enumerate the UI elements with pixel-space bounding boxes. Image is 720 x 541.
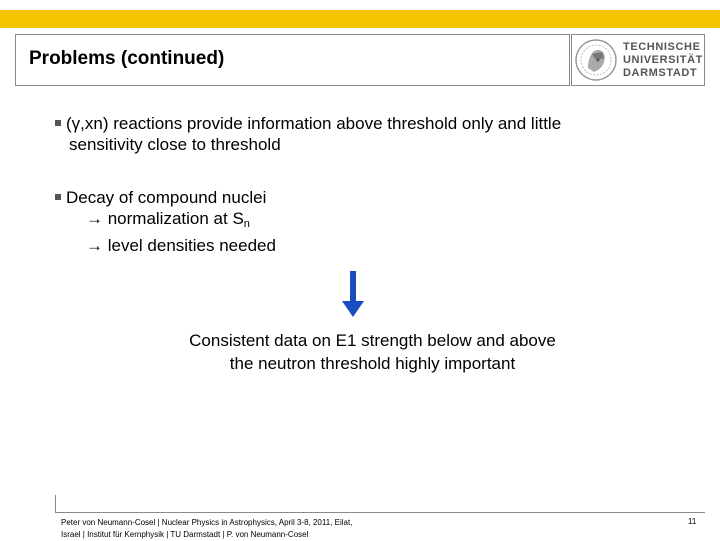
sub-point-text: → normalization at S (86, 209, 244, 228)
bullet-decay (55, 187, 276, 256)
footer-line-1: Peter von Neumann-Cosel | Nuclear Physics in Astrophysics, April 3-8, 2011, Eilat, (61, 518, 353, 527)
conclusion-line-1: Consistent data on E1 strength below and above (189, 331, 556, 350)
bullet-square-icon (55, 194, 61, 200)
slide-title: Problems (continued) (29, 48, 225, 69)
footer-line-2: Israel | Institut für Kernphysik | TU Darmstadt | P. von Neumann-Cosel (61, 530, 309, 539)
athene-seal-icon (574, 38, 618, 82)
bullet-text: Decay of compound nuclei (66, 188, 267, 207)
wordmark-line-2: UNIVERSITÄT (623, 54, 703, 66)
bullet-text: (γ,xn) reactions provide information above threshold only and little (66, 114, 562, 133)
conclusion-text (100, 329, 645, 375)
conclusion-line-2: the neutron threshold highly important (229, 354, 516, 373)
page-number: 11 (688, 517, 697, 526)
footer-divider (55, 512, 705, 513)
title-frame (15, 34, 570, 86)
subscript-n: n (243, 218, 250, 230)
bullet-text-continued: sensitivity close to threshold (69, 135, 281, 154)
footer-credits (61, 517, 352, 541)
wordmark-line-3: DARMSTADT (623, 67, 698, 79)
header-accent-bar (0, 10, 720, 28)
wordmark-line-1: TECHNISCHE (623, 41, 701, 53)
bullet-gamma-xn (55, 113, 561, 155)
bullet-square-icon (55, 120, 61, 126)
footer-divider-vertical (55, 495, 56, 513)
university-wordmark (623, 41, 703, 80)
sub-point-normalization (55, 208, 276, 235)
sub-point-level-densities: → level densities needed (86, 236, 276, 255)
down-arrow-icon (342, 271, 364, 317)
